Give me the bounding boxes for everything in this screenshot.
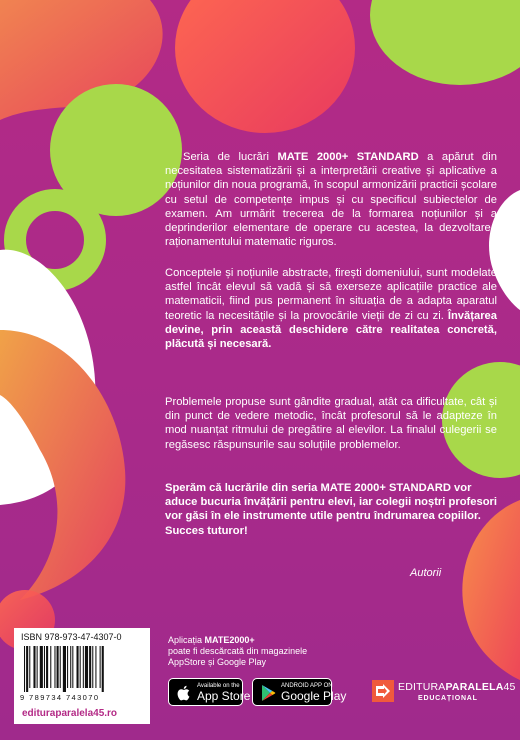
barcode-number: 9 789734 743070 xyxy=(20,693,100,702)
paragraph-text xyxy=(165,481,497,538)
publisher-number: 45 xyxy=(503,681,516,693)
app-availability-note xyxy=(168,635,368,669)
barcode-bar xyxy=(92,646,93,688)
app-note-line-3: AppStore și Google Play xyxy=(168,657,267,668)
description-paragraph-2 xyxy=(165,266,497,351)
app-name: MATE2000+ xyxy=(204,635,255,645)
barcode xyxy=(24,646,136,692)
isbn-label: ISBN 978-973-47-4307-0 xyxy=(21,632,122,642)
barcode-bar xyxy=(50,646,51,688)
barcode-bar xyxy=(102,646,104,692)
isbn-barcode-box xyxy=(14,628,150,724)
barcode-bar xyxy=(70,646,71,688)
barcode-bar xyxy=(100,646,101,688)
text-run: Seria de lucrări xyxy=(183,151,278,163)
publisher-mark-icon xyxy=(372,680,394,702)
publisher-logo xyxy=(372,678,516,708)
barcode-bar xyxy=(33,646,35,688)
barcode-bar xyxy=(95,646,96,688)
publisher-name xyxy=(398,681,516,693)
barcode-bar xyxy=(26,646,28,692)
paragraph-text xyxy=(165,150,497,249)
barcode-bar xyxy=(54,646,55,688)
barcode-bar xyxy=(89,646,91,688)
text-run: Conceptele și noțiunile abstracte, firești domeniului, sunt modelate astfel încât elevul să vadă și să exerseze aplicațiile practice ale matematicii, fiind pus permanent în situația de a adapta aparatul teoretic la necesitățile și la provocările vieții de zi cu zi. xyxy=(165,267,497,322)
google-play-small-text: ANDROID APP ON xyxy=(281,683,333,689)
top-center-blob xyxy=(175,0,355,133)
barcode-bar xyxy=(46,646,48,688)
app-store-badge[interactable] xyxy=(168,678,251,706)
barcode-bar xyxy=(44,646,45,688)
description-paragraph-1 xyxy=(165,150,497,249)
app-note-line-2: poate fi descărcată din magazinele xyxy=(168,646,308,657)
bold-text-run: Sperăm că lucrările din seria MATE 2000+ STANDARD vor aduce bucuria învățării pentru elevi, iar colegii noștri profesori vor găsi în ele instrumente utile pentru îndrumarea copiilor. Succes tuturor! xyxy=(165,482,497,537)
google-play-icon xyxy=(260,684,276,702)
barcode-bar xyxy=(72,646,73,688)
description-paragraph-3 xyxy=(165,395,497,452)
publisher-prefix: EDITURA xyxy=(398,681,446,693)
description-paragraph-4 xyxy=(165,481,497,538)
app-note-prefix: Aplicația xyxy=(168,635,205,645)
barcode-bar xyxy=(57,646,59,688)
barcode-bar xyxy=(63,646,66,692)
app-store-big-text: App Store xyxy=(197,689,251,703)
google-play-big-text: Google Play xyxy=(281,689,347,703)
barcode-bar xyxy=(24,646,25,692)
paragraph-text xyxy=(165,266,497,351)
barcode-bar xyxy=(60,646,61,688)
barcode-bar xyxy=(29,646,30,688)
top-right-lime-blob xyxy=(370,0,520,85)
barcode-bar xyxy=(85,646,88,688)
barcode-bar xyxy=(83,646,84,688)
publisher-subtitle: EDUCAȚIONAL xyxy=(418,695,478,702)
google-play-badge[interactable] xyxy=(252,678,347,706)
paragraph-text xyxy=(165,395,497,452)
app-note-line-1 xyxy=(168,635,368,646)
publisher-website[interactable]: edituraparalela45.ro xyxy=(22,708,118,719)
barcode-bar xyxy=(37,646,38,688)
text-run: a apărut din necesitatea sistematizării și a interpretării creative și aplicative a noțiunilor din noua programă, în scopul armonizării practicii școlare cu setul de competențe impus și cu specificul subiectelor de examen. Am urmărit trecerea de la formarea noțiunilor și a deprinderilor elementare de operare cu acestea, la dezvoltarea raționamentului matematic riguros. xyxy=(165,151,497,249)
publisher-brand: PARALELA xyxy=(445,681,504,693)
bold-text-run: Învățarea devine, prin această deschidere către realitatea concretă, plăcută și necesară. xyxy=(165,309,497,351)
app-store-small-text: Available on the xyxy=(197,683,240,689)
barcode-bar xyxy=(80,646,81,688)
text-run: Problemele propuse sunt gândite gradual, atât ca dificultate, cât și din punct de vedere metodic, încât profesorul să le adapteze în mod nuanțat ritmului de pregătire al elevilor. La finalul culegerii se regăsesc răspunsurile sau soluțiile problemelor. xyxy=(165,396,497,451)
bold-text-run: MATE 2000+ STANDARD xyxy=(277,151,419,163)
barcode-bar xyxy=(67,646,68,688)
signature: Autorii xyxy=(410,567,442,579)
barcode-bar xyxy=(40,646,43,688)
barcode-bar xyxy=(77,646,79,688)
apple-icon xyxy=(176,684,192,702)
